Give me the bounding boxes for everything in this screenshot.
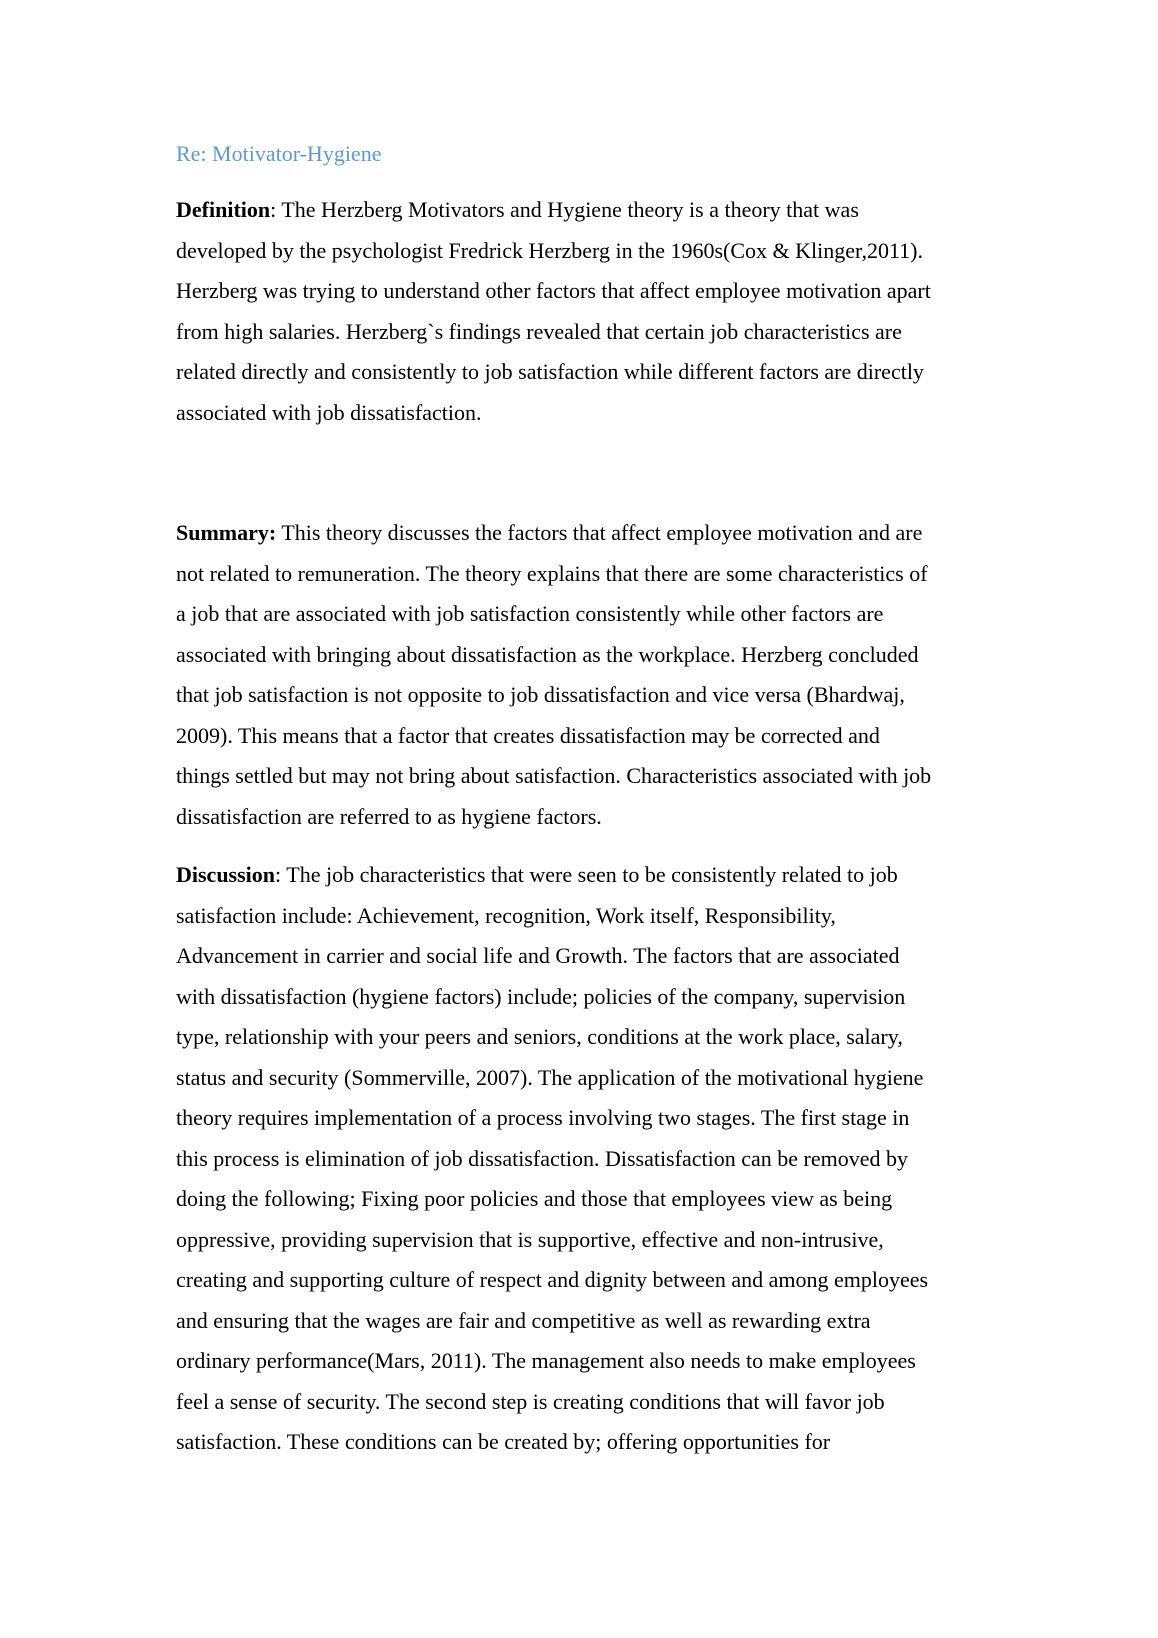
discussion-line: with dissatisfaction (hygiene factors) include; policies of the company, supervision [176,983,906,1009]
discussion-line: satisfaction. These conditions can be created by; offering opportunities for [176,1429,831,1454]
definition-line: from high salaries. Herzberg`s findings revealed that certain job characteristics are [176,318,902,344]
discussion-line: feel a sense of security. The second step is creating conditions that will favor job [176,1388,885,1414]
discussion-label-suffix: : [275,862,282,887]
summary-line: things settled but may not bring about satisfaction. Characteristics associated with job [176,763,932,788]
summary-line: that job satisfaction is not opposite to job dissatisfaction and vice versa (Bhardwaj, [176,682,905,707]
definition-paragraph [176,190,996,433]
summary-text: This theory discusses the factors that affect employee motivation and are [276,520,923,545]
discussion-line: ordinary performance(Mars, 2011). The management also needs to make employees [176,1348,916,1373]
definition-line: developed by the psychologist Fredrick Herzberg in the 1960s(Cox & Klinger,2011). [176,237,923,263]
discussion-text: The job characteristics that were seen to be consistently related to job [281,862,898,887]
discussion-label: Discussion [176,862,276,887]
definition-line: Herzberg was trying to understand other factors that affect employee motivation apart [176,278,931,303]
summary-paragraph [176,513,996,837]
discussion-line: this process is elimination of job dissatisfaction. Dissatisfaction can be removed by [176,1145,908,1171]
summary-line: associated with bringing about dissatisfaction as the workplace. Herzberg concluded [176,641,919,667]
discussion-line: Advancement in carrier and social life and Growth. The factors that are associated [176,943,900,968]
discussion-line: type, relationship with your peers and seniors, conditions at the work place, salary, [176,1024,903,1049]
discussion-line [176,855,996,896]
summary-line: dissatisfaction are referred to as hygiene factors. [176,803,602,829]
discussion-line: and ensuring that the wages are fair and competitive as well as rewarding extra [176,1307,871,1333]
discussion-line: status and security (Sommerville, 2007). The application of the motivational hygiene [176,1064,924,1090]
document-page [176,136,996,1463]
discussion-line: theory requires implementation of a process involving two stages. The first stage in [176,1105,910,1130]
summary-line [176,513,996,554]
summary-line: not related to remuneration. The theory explains that there are some characteristics of [176,560,928,586]
definition-label: Definition [176,197,271,222]
document-heading: Re: Motivator-Hygiene [176,141,382,166]
summary-line: 2009). This means that a factor that creates dissatisfaction may be corrected and [176,722,880,748]
summary-line: a job that are associated with job satisfaction consistently while other factors are [176,601,884,626]
definition-line: related directly and consistently to job satisfaction while different factors are directly [176,359,924,384]
summary-label: Summary: [176,520,277,545]
discussion-line: creating and supporting culture of respect and dignity between and among employees [176,1267,929,1292]
definition-line: associated with job dissatisfaction. [176,399,482,425]
discussion-line: oppressive, providing supervision that is supportive, effective and non-intrusive, [176,1226,884,1252]
discussion-line: doing the following; Fixing poor policies and those that employees view as being [176,1186,893,1211]
definition-line [176,190,996,231]
discussion-line: satisfaction include: Achievement, recognition, Work itself, Responsibility, [176,902,836,928]
definition-label-suffix: : [270,197,277,222]
discussion-paragraph [176,855,996,1463]
definition-text: The Herzberg Motivators and Hygiene theory is a theory that was [276,197,859,222]
